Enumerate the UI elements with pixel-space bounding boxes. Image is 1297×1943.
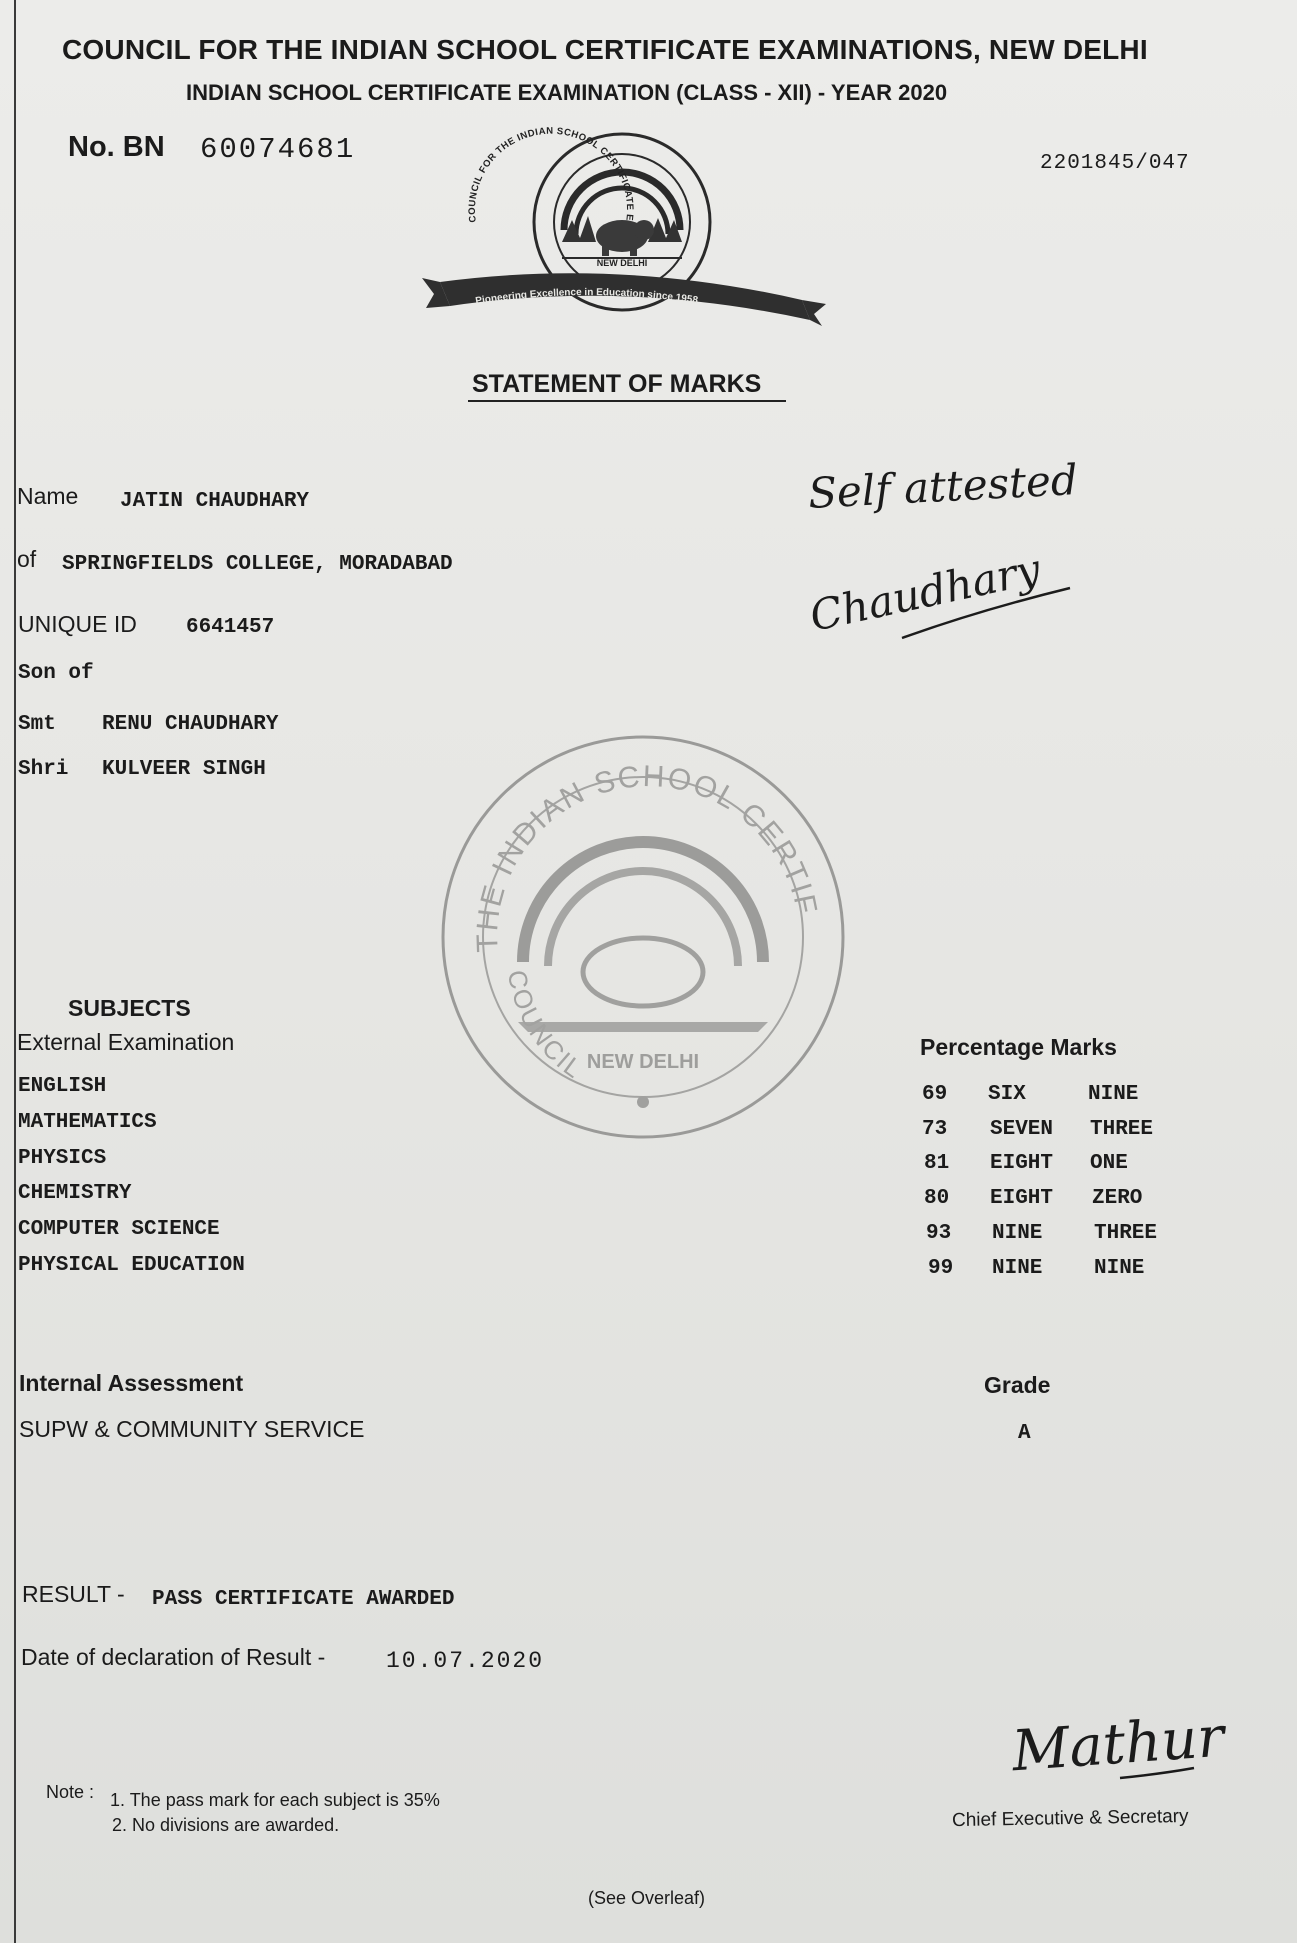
supw-grade: A — [1018, 1422, 1031, 1445]
self-attested-note: Self attested — [806, 454, 1079, 519]
cert-number: 60074681 — [200, 133, 356, 166]
son-of-label: Son of — [18, 662, 94, 685]
see-overleaf: (See Overleaf) — [588, 1888, 706, 1908]
father-name: KULVEER SINGH — [102, 758, 266, 781]
marks-word-2: ZERO — [1092, 1187, 1143, 1210]
father-prefix: Shri — [18, 758, 69, 781]
marks-word-2: NINE — [1094, 1257, 1145, 1280]
exam-title: INDIAN SCHOOL CERTIFICATE EXAMINATION (CLASS - XII) - YEAR 2020 — [186, 80, 948, 105]
school-label: of — [17, 546, 37, 572]
mother-prefix: Smt — [18, 713, 56, 736]
supw-subject: SUPW & COMMUNITY SERVICE — [19, 1416, 365, 1442]
marks-word-2: NINE — [1088, 1083, 1139, 1106]
subject-name: MATHEMATICS — [18, 1111, 157, 1134]
marks-word-2: ONE — [1090, 1152, 1128, 1175]
watermark-seal-icon — [424, 706, 848, 1142]
seal-center-text: NEW DELHI — [596, 258, 648, 268]
external-exam-label: External Examination — [17, 1029, 235, 1055]
cert-number-label: No. BN — [68, 131, 165, 163]
subject-name: ENGLISH — [18, 1075, 107, 1098]
marks-word-2: THREE — [1094, 1222, 1158, 1245]
page-edge-line — [14, 0, 16, 1943]
subjects-heading: SUBJECTS — [68, 995, 191, 1021]
subject-name: PHYSICS — [18, 1147, 107, 1170]
marks-word-1: NINE — [992, 1222, 1043, 1245]
secretary-signature-stroke — [1010, 1700, 1210, 1800]
note-1: 1. The pass mark for each subject is 35% — [110, 1790, 440, 1810]
reference-number: 2201845/047 — [1040, 152, 1190, 175]
marks-word-1: EIGHT — [990, 1187, 1054, 1210]
subject-marks: 80 — [924, 1187, 950, 1210]
secretary-signature: Mathur — [1009, 1704, 1227, 1785]
watermark-bottom-text: COUNCIL — [501, 967, 590, 1085]
subject-name: CHEMISTRY — [18, 1182, 132, 1205]
percentage-marks-heading: Percentage Marks — [920, 1034, 1117, 1060]
result-label: RESULT - — [22, 1581, 125, 1607]
subject-marks: 81 — [924, 1152, 950, 1175]
marks-word-1: SIX — [988, 1083, 1026, 1106]
mother-name: RENU CHAUDHARY — [102, 713, 279, 736]
internal-assessment-heading: Internal Assessment — [19, 1370, 244, 1396]
marks-word-2: THREE — [1090, 1118, 1154, 1141]
marks-word-1: NINE — [992, 1257, 1043, 1280]
statement-title: STATEMENT OF MARKS — [472, 370, 762, 398]
name-label: Name — [17, 483, 79, 509]
marks-word-1: EIGHT — [990, 1152, 1054, 1175]
unique-id-label: UNIQUE ID — [18, 611, 137, 637]
svg-text:THE INDIAN SCHOOL CERTIFICATE — [425, 706, 824, 953]
watermark-center-text: NEW DELHI — [586, 1051, 700, 1073]
note-label: Note : — [46, 1782, 95, 1802]
result-value: PASS CERTIFICATE AWARDED — [152, 1588, 455, 1611]
subject-name: COMPUTER SCIENCE — [18, 1218, 220, 1241]
subject-name: PHYSICAL EDUCATION — [18, 1254, 245, 1277]
student-name: JATIN CHAUDHARY — [120, 490, 310, 513]
seal-banner-text: Pioneering Excellence in Education since 1958 — [474, 287, 699, 307]
student-signature: Chaudhary — [805, 544, 1045, 641]
title-underline — [468, 400, 786, 402]
subject-marks: 93 — [926, 1222, 952, 1245]
council-seal-icon — [425, 122, 820, 350]
unique-id: 6641457 — [186, 616, 275, 639]
declaration-date-label: Date of declaration of Result - — [21, 1644, 326, 1670]
seal-ring-text: COUNCIL FOR THE INDIAN SCHOOL CERTIFICATE EXAMINATIONS — [425, 122, 636, 224]
school-name: SPRINGFIELDS COLLEGE, MORADABAD — [62, 553, 453, 576]
signature-underline — [900, 580, 1080, 640]
subject-marks: 73 — [922, 1118, 948, 1141]
note-2: 2. No divisions are awarded. — [112, 1815, 340, 1835]
council-title: COUNCIL FOR THE INDIAN SCHOOL CERTIFICATE EXAMINATIONS, NEW DELHI — [62, 34, 1148, 65]
grade-heading: Grade — [984, 1372, 1051, 1398]
subject-marks: 69 — [922, 1083, 948, 1106]
subject-marks: 99 — [928, 1257, 954, 1280]
watermark-ring-text: THE INDIAN SCHOOL CERTIFICATE EXAMINATIONS — [424, 706, 824, 953]
declaration-date: 10.07.2020 — [386, 1648, 545, 1674]
marks-word-1: SEVEN — [990, 1118, 1054, 1141]
secretary-title: Chief Executive & Secretary — [951, 1805, 1189, 1832]
